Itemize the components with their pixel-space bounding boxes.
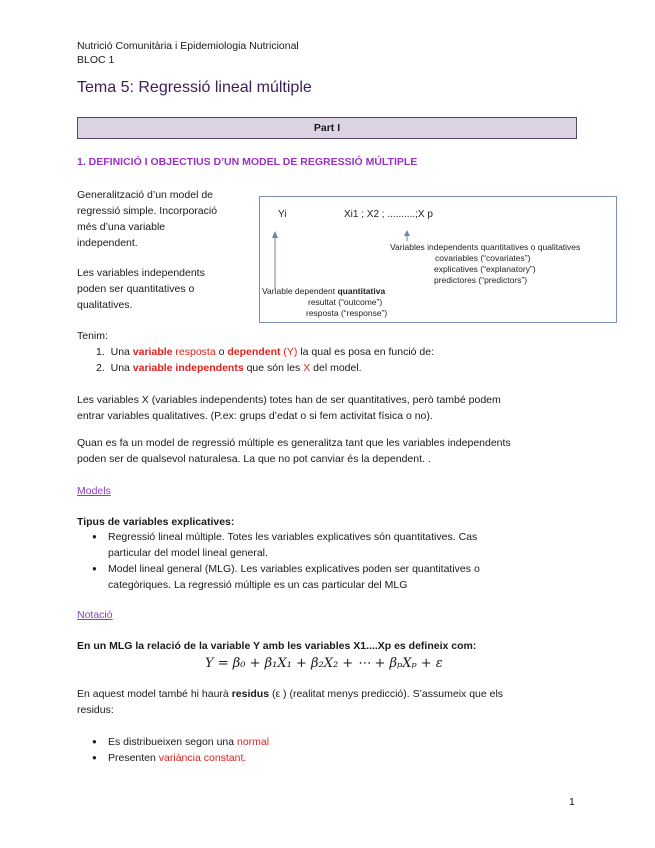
diagram-indep-3: predictores (“predictors”) xyxy=(434,275,528,285)
independent-paragraph xyxy=(77,265,257,313)
intro-paragraph xyxy=(77,187,257,251)
list-item-1: 1. Una variable resposta o dependent (Y) la qual es posa en funció de: xyxy=(96,346,435,358)
course-name: Nutrició Comunitària i Epidemiologia Nutricional xyxy=(77,40,299,52)
tipus-item: ● Model lineal general (MLG). Les variables explicatives poden ser quantitatives o categòriques. La regressió múltiple es un cas particular del MLG xyxy=(86,561,566,593)
indep-line: Les variables independents xyxy=(77,267,205,279)
indep-line: qualitatives. xyxy=(77,299,133,311)
intro-line: regressió simple. Incorporació xyxy=(77,205,218,217)
variables-diagram xyxy=(259,196,617,323)
tipus-item: ● Regressió lineal múltiple. Totes les variables explicatives són quantitatives. Cas particular del model lineal general. xyxy=(86,529,566,561)
notacio-link[interactable]: Notació xyxy=(77,609,113,621)
mlg-heading: En un MLG la relació de la variable Y amb les variables X1....Xp es defineix com: xyxy=(77,640,477,652)
tipus-heading: Tipus de variables explicatives: xyxy=(77,516,235,528)
diagram-dep-2: resposta (“response”) xyxy=(306,308,388,318)
dep-arrow-head xyxy=(272,231,278,238)
list-item-2: 2. Una variable independents que són les X del model. xyxy=(96,362,362,374)
residus-item: ● Presenten variància constant. xyxy=(86,750,486,766)
bloc-label: BLOC 1 xyxy=(77,54,115,66)
models-link[interactable]: Models xyxy=(77,485,111,497)
diagram-dep-1: resultat (“outcome”) xyxy=(308,297,383,307)
indep-line: poden ser quantitatives o xyxy=(77,283,195,295)
diagram-indep-2: explicatives (“explanatory”) xyxy=(434,264,536,274)
part-banner: Part I xyxy=(77,117,577,139)
diagram-x-vars: Xi1 ; X2 ; ..........;X p xyxy=(344,209,433,220)
residus-item: ● Es distribueixen segon una normal xyxy=(86,734,486,750)
diagram-indep-title: Variables independents quantitatives o qualitatives xyxy=(390,242,581,252)
intro-line: més d’una variable xyxy=(77,221,166,233)
intro-line: Generalització d’un model de xyxy=(77,189,213,201)
paragraph-x: Les variables X (variables independents) totes han de ser quantitatives, però també podem entrar variables qualitatives. (P.ex: grups d’edat o si fem activitat física o no). xyxy=(77,394,501,422)
diagram-dependent: Variable dependent quantitativa xyxy=(262,286,386,296)
page-number: 1 xyxy=(569,796,575,808)
intro-line: independent. xyxy=(77,237,138,249)
indep-arrow-head xyxy=(404,230,410,236)
residus-paragraph: En aquest model també hi haurà residus (ε ) (realitat menys predicció). S’assumeix que els residus: xyxy=(77,688,504,716)
section-heading: 1. DEFINICIÓ I OBJECTIUS D’UN MODEL DE REGRESSIÓ MÚLTIPLE xyxy=(77,156,418,168)
regression-equation: Y = β₀ + β₁X₁ + β₂X₂ + ⋯ + βₚXₚ + ε xyxy=(205,656,443,671)
diagram-indep-1: covariables (“covariates”) xyxy=(435,253,531,263)
page-title: Tema 5: Regressió lineal múltiple xyxy=(77,79,312,96)
tipus-list xyxy=(86,529,566,593)
residus-list xyxy=(86,734,486,766)
tenim-label: Tenim: xyxy=(77,330,108,342)
diagram-yi: Yi xyxy=(278,209,287,220)
paragraph-model: Quan es fa un model de regressió múltiple es generalitza tant que les variables independents poden ser de qualsevol naturalesa. La que no pot canviar és la dependent. . xyxy=(77,437,511,465)
